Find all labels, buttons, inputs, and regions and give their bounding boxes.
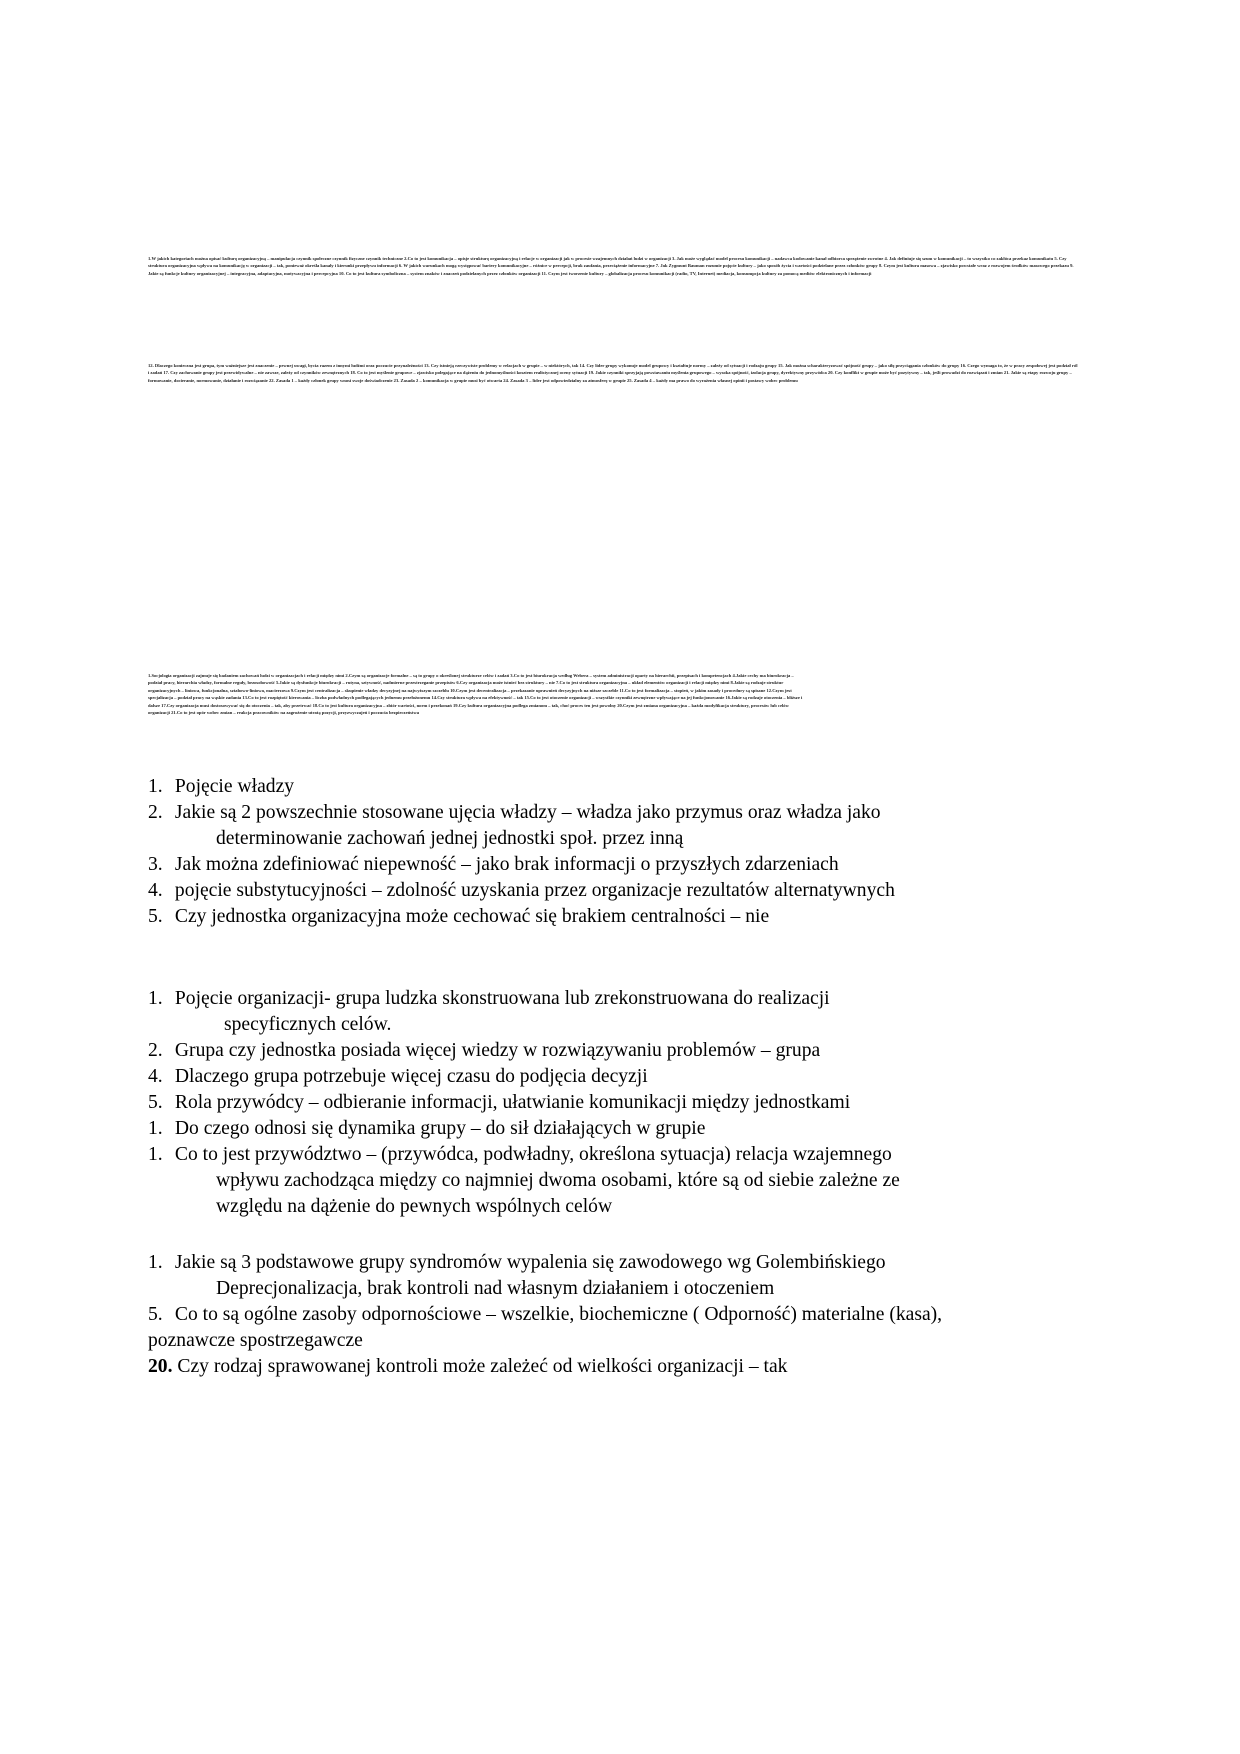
list-item bbox=[148, 1142, 1088, 1220]
item-text: Do czego odnosi się dynamika grupy – do sił działających w grupie bbox=[174, 1118, 706, 1139]
list-item bbox=[148, 1354, 1088, 1380]
item-text: Czy rodzaj sprawowanej kontroli może zależeć od wielkości organizacji – tak bbox=[177, 1356, 788, 1377]
item-number: 5. bbox=[148, 1092, 163, 1113]
list-item bbox=[148, 1090, 1088, 1116]
item-number: 1. bbox=[148, 1118, 163, 1139]
item-number: 2. bbox=[148, 802, 163, 823]
item-number: 5. bbox=[148, 1304, 163, 1325]
item-number: 5. bbox=[148, 906, 163, 927]
item-text: Co to jest przywództwo – (przywódca, podwładny, określona sytuacja) relacja wzajemnego bbox=[174, 1144, 892, 1165]
item-text: Pojęcie organizacji- grupa ludzka skonstruowana lub zrekonstruowana do realizacji bbox=[174, 988, 830, 1009]
item-text: Rola przywódcy – odbieranie informacji, ułatwianie komunikacji między jednostkami bbox=[174, 1092, 851, 1113]
item-continuation: determinowanie zachowań jednej jednostki społ. przez inną bbox=[216, 828, 684, 849]
item-text: pojęcie substytucyjności – zdolność uzyskania przez organizacje rezultatów alternatywnych bbox=[174, 880, 895, 901]
tiny-paragraph-2: 12. Dlaczego konieczna jest grupa, tym ważniejsze jest znaczenie – pewnej uwagi, bycia razem z innymi ludźmi oraz poczucie przynależności 13. Czy istnieją rzeczywiste problemy w relacjach w grupie – w niektórych, tak 14. Czy lider grupy wykonuje model grupowy i kształtuje normy – zależy od sytuacji i rodzaju grupy 15. Jak można scharakteryzować spójność grupy – jako siłę przyciągania członków do grupy 16. Czego wymaga to, że w pracy zespołowej jest podział ról i zadań 17. Czy zachowanie grupy jest przewidywalne – nie zawsze, zależy od czynników zewnętrznych 18. Co to jest myślenie grupowe – zjawisko polegające na dążeniu do jednomyślności kosztem realistycznej oceny sytuacji 19. Jakie czynniki sprzyjają powstawaniu myślenia grupowego – wysoka spójność, izolacja grupy, dyrektywny przywódca 20. Czy konflikt w grupie może być pozytywny – tak, jeśli prowadzi do rozwiązań i zmian 21. Jakie są etapy rozwoju grupy – formowanie, docieranie, normowanie, działanie i rozwiązanie 22. Zasada 1 – każdy członek grupy wnosi swoje doświadczenie 23. Zasada 2 – komunikacja w grupie musi być otwarta 24. Zasada 3 – lider jest odpowiedzialny za atmosferę w grupie 25. Zasada 4 – każdy ma prawo do wyrażenia własnej opinii i postawy wobec problemu bbox=[148, 363, 1078, 383]
list-item bbox=[148, 774, 1088, 800]
item-number: 20. bbox=[148, 1356, 173, 1377]
item-continuation: wpływu zachodząca między co najmniej dwoma osobami, które są od siebie zależne ze bbox=[216, 1170, 900, 1191]
item-number: 3. bbox=[148, 854, 163, 875]
item-number: 1. bbox=[148, 988, 163, 1009]
question-block-burnout bbox=[148, 1250, 1088, 1380]
item-text: Jak można zdefiniować niepewność – jako brak informacji o przyszłych zdarzeniach bbox=[174, 854, 839, 875]
item-text: Jakie są 2 powszechnie stosowane ujęcia władzy – władza jako przymus oraz władza jako bbox=[174, 802, 881, 823]
item-text: Jakie są 3 podstawowe grupy syndromów wypalenia się zawodowego wg Golembińskiego bbox=[174, 1252, 886, 1273]
item-number: 4. bbox=[148, 1066, 163, 1087]
item-number: 1. bbox=[148, 776, 163, 797]
item-continuation: względu na dążenie do pewnych wspólnych celów bbox=[216, 1196, 613, 1217]
item-text: Grupa czy jednostka posiada więcej wiedzy w rozwiązywaniu problemów – grupa bbox=[174, 1040, 821, 1061]
item-continuation: poznawcze spostrzegawcze bbox=[148, 1330, 363, 1351]
question-block-power bbox=[148, 774, 1088, 930]
list-item bbox=[148, 986, 1088, 1038]
tiny-paragraph-3: 1.Socjologia organizacji zajmuje się badaniem zachowań ludzi w organizacjach i relacji między nimi 2.Czym są organizacje formalne – są to grupy o określonej strukturze celów i zadań 3.Co to jest biurokracja według Webera – system administracji oparty na hierarchii, przepisach i kompetencjach 4.Jakie cechy ma biurokracja – podział pracy, hierarchia władzy, formalne reguły, bezosobowość 5.Jakie są dysfunkcje biurokracji – rutyna, sztywność, nadmierne przestrzeganie przepisów 6.Czy organizacja może istnieć bez struktury – nie 7.Co to jest struktura organizacyjna – układ elementów organizacji i relacji między nimi 8.Jakie są rodzaje struktur organizacyjnych – liniowa, funkcjonalna, sztabowo-liniowa, macierzowa 9.Czym jest centralizacja – skupienie władzy decyzyjnej na najwyższym szczeblu 10.Czym jest decentralizacja – przekazanie uprawnień decyzyjnych na niższe szczeble 11.Co to jest formalizacja – stopień, w jakim zasady i procedury są spisane 12.Czym jest specjalizacja – podział pracy na wąskie zadania 13.Co to jest rozpiętość kierowania – liczba podwładnych podlegających jednemu przełożonemu 14.Czy struktura wpływa na efektywność – tak 15.Co to jest otoczenie organizacji – wszystkie czynniki zewnętrzne wpływające na jej funkcjonowanie 16.Jakie są rodzaje otoczenia – bliższe i dalsze 17.Czy organizacja musi dostosowywać się do otoczenia – tak, aby przetrwać 18.Co to jest kultura organizacyjna – zbiór wartości, norm i przekonań 19.Czy kultura organizacyjna podlega zmianom – tak, choć proces ten jest powolny 20.Czym jest zmiana organizacyjna – każda modyfikacja struktury, procesów lub celów organizacji 21.Co to jest opór wobec zmian – reakcja pracowników na zagrożenie utratą pozycji, przyzwyczajeń i poczucia bezpieczeństwa bbox=[148, 673, 803, 716]
list-item bbox=[148, 800, 1088, 852]
item-number: 1. bbox=[148, 1252, 163, 1273]
item-text: Co to są ogólne zasoby odpornościowe – wszelkie, biochemiczne ( Odporność) materialne (kasa), bbox=[174, 1304, 943, 1325]
item-number: 1. bbox=[148, 1144, 163, 1165]
list-item bbox=[148, 1038, 1088, 1064]
list-item bbox=[148, 1250, 1088, 1302]
question-block-organization bbox=[148, 986, 1088, 1220]
tiny-paragraph-1: 1.W jakich kategoriach można opisać kulturę organizacyjną – manipulacja czynnik społeczne czynnik fizyczne czynnik techniczne 2.Co to jest komunikacja – opisje strukturę organizacyjną i relacje w organizacji jak w procesie wzajemnych działań ludzi w organizacji 3. Jak może wyglądać model procesu komunikacji – nadawca kodowanie kanał odbiorca sprzężenie zwrotne 4. Jak definiuje się szum w komunikacji – to wszystko co zakłóca przekaz komunikatu 5. Czy struktura organizacyjna wpływa na komunikację w organizacji – tak, ponieważ określa kanały i kierunki przepływu informacji 6. W jakich warunkach mogą występować bariery komunikacyjne – różnice w percepcji, brak zaufania, przeciążenie informacyjne 7. Jak Zygmunt Bauman rozumie pojęcie kultury – jako sposób życia i wartości podzielane przez członków grupy 8. Czym jest kultura masowa – zjawisko powstałe wraz z rozwojem środków masowego przekazu 9. Jakie są funkcje kultury organizacyjnej – integracyjna, adaptacyjna, motywacyjna i percepcyjna 10. Co to jest kultura symboliczna – system znaków i znaczeń podzielanych przez członków organizacji 11. Czym jest tworzenie kultury – globalizacja procesu komunikacji (radio, TV, Internet) mediacja, konsumpcja kultury za pomocą mediów elektronicznych i informacji bbox=[148, 256, 1074, 276]
item-number: 4. bbox=[148, 880, 163, 901]
list-item bbox=[148, 904, 1088, 930]
list-item bbox=[148, 852, 1088, 878]
item-continuation: specyficznych celów. bbox=[224, 1014, 392, 1035]
item-continuation: Deprecjonalizacja, brak kontroli nad własnym działaniem i otoczeniem bbox=[216, 1278, 775, 1299]
list-item bbox=[148, 1116, 1088, 1142]
item-text: Pojęcie władzy bbox=[174, 776, 295, 797]
item-text: Czy jednostka organizacyjna może cechować się brakiem centralności – nie bbox=[174, 906, 770, 927]
item-text: Dlaczego grupa potrzebuje więcej czasu do podjęcia decyzji bbox=[174, 1066, 648, 1087]
list-item bbox=[148, 1064, 1088, 1090]
item-number: 2. bbox=[148, 1040, 163, 1061]
list-item bbox=[148, 1302, 1088, 1354]
list-item bbox=[148, 878, 1088, 904]
